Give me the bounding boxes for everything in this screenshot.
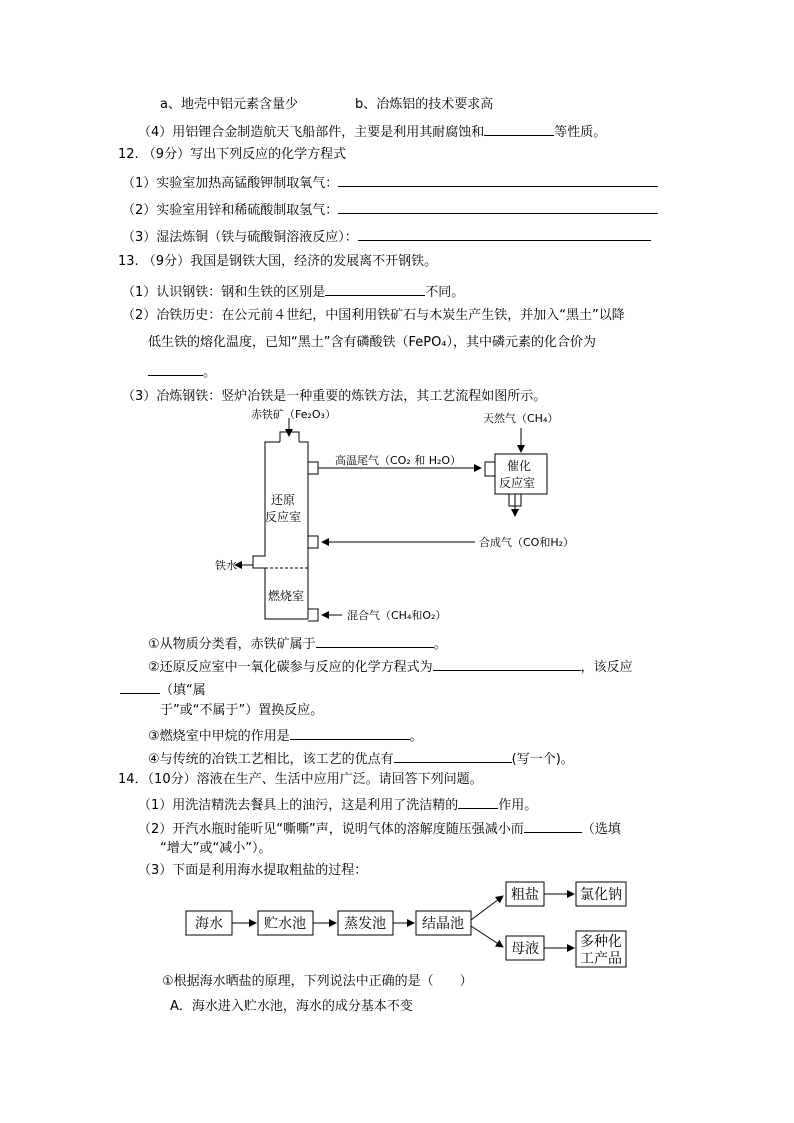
- q13-title: 13. （9分）我国是钢铁大国，经济的发展离不开钢铁。: [118, 254, 438, 269]
- flow-arrow: [471, 926, 503, 947]
- reduction-label-1: 还原: [271, 493, 296, 507]
- q12-part2: （2）实验室用锌和稀硫酸制取氢气：: [122, 199, 658, 220]
- answer-blank[interactable]: [484, 121, 554, 136]
- q13-part2-line2: 低生铁的熔化温度，已知“黑土”含有磷酸铁（FePO₄），其中磷元素的化合价为: [148, 335, 597, 350]
- answer-blank[interactable]: [148, 361, 203, 376]
- q13-sub2: ②还原反应室中一氧化碳参与反应的化学方程式为 ，该反应: [148, 656, 633, 677]
- q12-part1: （1）实验室加热高锰酸钾制取氧气：: [122, 172, 658, 193]
- q12-part3: （3）湿法炼铜（铁与硫酸铜溶液反应）：: [122, 226, 651, 247]
- q14-part1: （1）用洗洁精洗去餐具上的油污，这是利用了洗洁精的 作用。: [138, 794, 537, 815]
- answer-blank[interactable]: [325, 281, 425, 296]
- answer-blank[interactable]: [338, 199, 658, 214]
- q14-part2-cont: “增大”或“减小”）。: [160, 841, 272, 856]
- products-label-2: 工产品: [580, 951, 622, 967]
- q14-part3: （3）下面是利用海水提取粗盐的过程：: [138, 863, 368, 878]
- tail-gas-label: 高温尾气（CO₂ 和 H₂O）: [335, 454, 462, 467]
- q14-title: 14．（10分）溶液在生产、生活中应用广泛。请回答下列问题。: [118, 772, 483, 787]
- prev-part4: （4）用铝锂合金制造航天飞船部件，主要是利用其耐腐蚀和 等性质。: [138, 121, 606, 142]
- nacl-label: 氯化钠: [580, 887, 622, 903]
- reduction-label-2: 反应室: [265, 510, 302, 524]
- ore-label: 赤铁矿（Fe₂O₃）: [251, 408, 336, 421]
- catalytic-label-2: 反应室: [499, 476, 536, 490]
- q14-sub1: ①根据海水晒盐的原理，下列说法中正确的是（ ）: [162, 974, 473, 989]
- answer-blank[interactable]: [394, 748, 512, 763]
- option-b: b、冶炼铝的技术要求高: [355, 97, 494, 112]
- crude-salt-label: 粗盐: [511, 887, 539, 903]
- q14-option-a[interactable]: A．海水进入贮水池，海水的成分基本不变: [170, 999, 413, 1014]
- answer-blank[interactable]: [524, 818, 582, 833]
- q13-sub3: ③燃烧室中甲烷的作用是 。: [148, 725, 423, 746]
- mixed-gas-pipe: [308, 609, 342, 621]
- answer-blank[interactable]: [120, 679, 160, 694]
- q13-sub1: ①从物质分类看，赤铁矿属于 。: [148, 633, 447, 654]
- storage-label: 贮水池: [264, 916, 306, 932]
- natural-gas-label: 天然气（CH₄）: [483, 412, 559, 425]
- shaft-furnace-diagram: [205, 404, 600, 630]
- products-label-1: 多种化: [580, 934, 622, 950]
- q13-part2-line3: 。: [148, 361, 216, 382]
- evaporation-label: 蒸发池: [344, 916, 386, 932]
- answer-blank[interactable]: [433, 656, 581, 671]
- q13-part1: （1）认识钢铁：钢和生铁的区别是 不同。: [122, 281, 464, 302]
- iron-label: 铁水: [215, 559, 237, 572]
- q13-part3: （3）冶炼钢铁：竖炉冶铁是一种重要的炼铁方法，其工艺流程如图所示。: [122, 389, 547, 404]
- answer-blank[interactable]: [290, 725, 410, 740]
- q14-part2: （2）开汽水瓶时能听见“嘶嘶”声，说明气体的溶解度随压强减小而 （选填: [138, 818, 621, 839]
- q13-sub2-cont: （填“属: [120, 679, 206, 700]
- crystallization-label: 结晶池: [422, 916, 464, 932]
- q12-title: 12. （9分）写出下列反应的化学方程式: [118, 147, 347, 162]
- syngas-pipe: [308, 536, 475, 548]
- seawater-label: 海水: [195, 916, 223, 932]
- sea-salt-flow-diagram: [180, 876, 640, 972]
- answer-blank[interactable]: [358, 226, 651, 241]
- mother-liquor-label: 母液: [511, 941, 539, 957]
- answer-blank[interactable]: [316, 633, 434, 648]
- q13-sub4: ④与传统的冶铁工艺相比，该工艺的优点有 (写一个)。: [148, 748, 574, 769]
- q13-sub2-cont2: 于”或“不属于”）置换反应。: [160, 703, 324, 718]
- option-a: a、地壳中铝元素含量少: [160, 97, 298, 112]
- mixed-gas-label: 混合气（CH₄和O₂）: [347, 609, 447, 622]
- q13-part2-line1: （2）冶铁历史：在公元前４世纪，中国利用铁矿石与木炭生产生铁，并加入“黑土”以降: [122, 308, 625, 323]
- flow-arrow: [471, 896, 503, 920]
- catalytic-label-1: 催化: [507, 459, 532, 473]
- syngas-label: 合成气（CO和H₂）: [479, 536, 575, 549]
- combustion-label: 燃烧室: [268, 589, 305, 603]
- answer-blank[interactable]: [458, 794, 498, 809]
- answer-blank[interactable]: [338, 172, 658, 187]
